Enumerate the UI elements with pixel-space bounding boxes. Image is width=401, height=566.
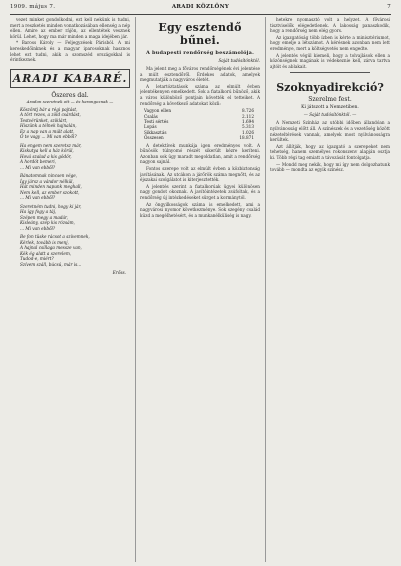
poem-line: A hordót bemeri, [20,159,57,165]
table-value: 18.871 [239,135,254,141]
col2-paragraph: A jelentés szerint a fiatalkorúak ügyei különösen nagy gondot okoznak. A javítóintézetek zsúfoltak, és a rendőrség új intézkedéseket sürget a kormánytól. [140,183,260,200]
column-2 [140,17,260,562]
poem-line: Testvérünket, sziklárt, [20,117,68,123]
table-row [144,135,260,140]
poem-line: Ez a nap van a múlt alatt, [20,128,75,134]
poem-stanza [20,107,130,140]
col2-paragraph: A letartóztatások száma az elmúlt évben jelentékenyen emelkedett. Sok a fiatalkorú bűnöző, akik a város különböző pontjain követték el tetteiket. A rendőrség a következő adatokat közli: [140,83,260,106]
poem-verses [10,107,130,268]
poem-line: Szívem száll, búcsú, már is... [20,261,82,267]
article-title-2: Szoknyadirekció? [276,81,384,95]
article-subheading-2: Ki játszott a Nemzetiben. [301,105,359,111]
table-value: 2.112 [242,113,254,119]
article-subtitle-2: Szerelme fest. [308,96,352,104]
poem-stanza [20,143,130,171]
table-label: Lopás [144,124,157,130]
col2-paragraph: Fontos szerepe volt az elmúlt évben a közbiztonság javításának. Az utcákon a járőrök száma megnőtt, és az éjszakai szolgálatot is kiterjesztették. [140,165,260,183]
table-label: Sikkasztás [144,129,167,135]
col3-paragraph: — Mondd meg nekik, hogy mi így nem dolgozhatunk tovább — mondta az egyik színész. [270,161,390,173]
poem-line: Ha így fogy a táj, [20,209,57,215]
section-rule [290,72,370,73]
col3-paragraph: A Nemzeti Színház az utóbbi időben állandóan a nyilvánosság előtt áll. A színészek és a vezetőség között nézeteltérések vannak, amelyek most nyilvánosságra kerültek. [270,120,390,143]
table-value: 5.313 [242,124,254,130]
poem-line: Kérlek, tovább is menj, [20,239,69,245]
column-divider-2 [265,17,266,562]
header-rule [10,14,391,15]
article-byline-2: — Saját tudósítónktól. — [303,112,357,118]
col2-paragraph: A detektívek munkája igen eredményes volt. A bűnösök túlnyomó részét sikerült kézre keríteni. Azonban sok ügy maradt megoldatlan, amit a rendőrség nagyon sajnál. [140,142,260,165]
column-3 [270,17,390,562]
poem-line: Hiszünk a télnek hajnalán, [20,123,77,129]
poem-line: Kisleány, szép kis rózsám, [20,220,75,226]
poem-line: Hová szalad a kis gödör, [20,153,72,159]
poem-line: Kiskutya kell a ház körül, [20,148,74,154]
poem-title: Öszeres dal. [51,91,89,99]
header-masthead: ARADI KÖZLÖNY [171,4,230,10]
poem-line: Ha engem nem szeretsz már, [20,142,82,148]
statistics-table [144,108,260,140]
poem-subtitle: Aradon szeretnek ott — és harangoznak — [26,98,114,104]
poem-line: Így jársz a vándor nélkül, [20,178,74,184]
poem-line: Hát minden napunk meghall, [20,184,82,190]
table-value: 8.726 [242,108,254,114]
article-dateline: Saját tudósítónktól. [218,58,260,63]
col2-paragraph: Ma jelent meg a főváros rendőrségének évi jelentése a múlt esztendőről. Érdekes adatok, amelyek megmutatják a nagyváros életét. [140,66,260,83]
column-1 [10,17,130,562]
col3-paragraph: Azt állítják, hogy az igazgató a szerepeket nem tehetség, hanem személyes rokonszenv alapján osztja ki. Több régi tag emiatt a távozását fontolgatja. [270,143,390,160]
poem-line: Nem kell, az ember szokott, [20,189,80,195]
poem-line: Kék ég alatt a szerelem, [20,250,72,256]
kabaret-title: ARADI KABARÉ. [10,69,130,88]
poem-line: Ő te vagy ... Mi van ebből? [20,134,77,140]
poem-line: ... Mi van ebből? [20,164,56,170]
poem-line: A tört rezes, a zöld csárdást, [20,112,81,118]
table-label: Vagyon ellen [144,108,172,114]
table-label: Testi sértés [144,118,169,124]
poem-line: Tudod-e, miért? [20,256,54,262]
col1-paragraph: vezet minket gondolkodni, ezt kell nekünk is tudni, mert a reszketés minden vonatkozásában ellenség a nép ellen. Amire az ember rájön, az ellentétek vesznek körül. Lehet, hogy ma már minden a maga idejében jár. [10,17,130,39]
poem-line: A hajnal csillaga messze van, [20,245,82,251]
poem-stanza [20,234,130,267]
header-date: 1909. május 7. [10,4,56,10]
poem-line: Köszöntj bár a régi pajtást, [20,106,78,112]
col2-paragraph: Az öngyilkosságok száma is emelkedett, ami a nagyvárosi nyomor következménye. Sok szegény család küzd a megélhetésért, és a munkanélküliség is nagy. [140,201,260,218]
poem-line: ... Mi van ebből? [20,195,56,201]
column-divider-1 [135,17,136,562]
col3-paragraph: Az igazgatóság több ízben is kérte a minisztériumot, hogy emelje a létszámot. A kérésnek azonban nem lett eredménye, mert a költségvetés nem engedte. [270,34,390,51]
article-subtitle: A budapesti rendőrség beszámolója. [145,50,255,56]
poem-line: Szeretném tudni, hogy ki jár, [20,203,82,209]
col1-paragraph: * Baross Károly — Feljegyzések Párisból. A mi kereskedőinknek és a magyar iparosoknak hasznos lehet ezt tudni, akik a szomszéd országokkal is érintkeznek. [10,40,130,63]
table-label: Összesen [144,135,164,141]
table-value: 1.694 [242,118,254,124]
table-label: Csalás [144,113,158,119]
poem-line: Be fon tüske rácsot a szívemnek, [20,234,90,240]
poem-stanza [20,173,130,201]
poem-stanza [20,204,130,232]
poem-line: Bánatomnak nincsen vége, [20,173,78,179]
poem-line: ... Mi van ebből? [20,225,56,231]
col3-paragraph: hetekre nyomasztó volt a helyzet. A fővárosi tisztviselők elégedetlenek. A lakosság panaszkodik, hogy a rendőrség nem elég gyors. [270,17,390,34]
table-value: 1.026 [242,129,254,135]
poem-line: Szépen megy a madár, [20,214,68,220]
article-title: Egy esztendő bűnei. [158,21,242,47]
col3-paragraph: A jelentés végül kiemeli, hogy a tolvajlások ellen a közönségnek magának is védekeznie kell, zárva tartva ajtóit és ablakait. [270,52,390,69]
poem-signature: Erőss. [112,270,126,276]
page-header [10,4,391,14]
header-page-number: 7 [387,4,391,10]
